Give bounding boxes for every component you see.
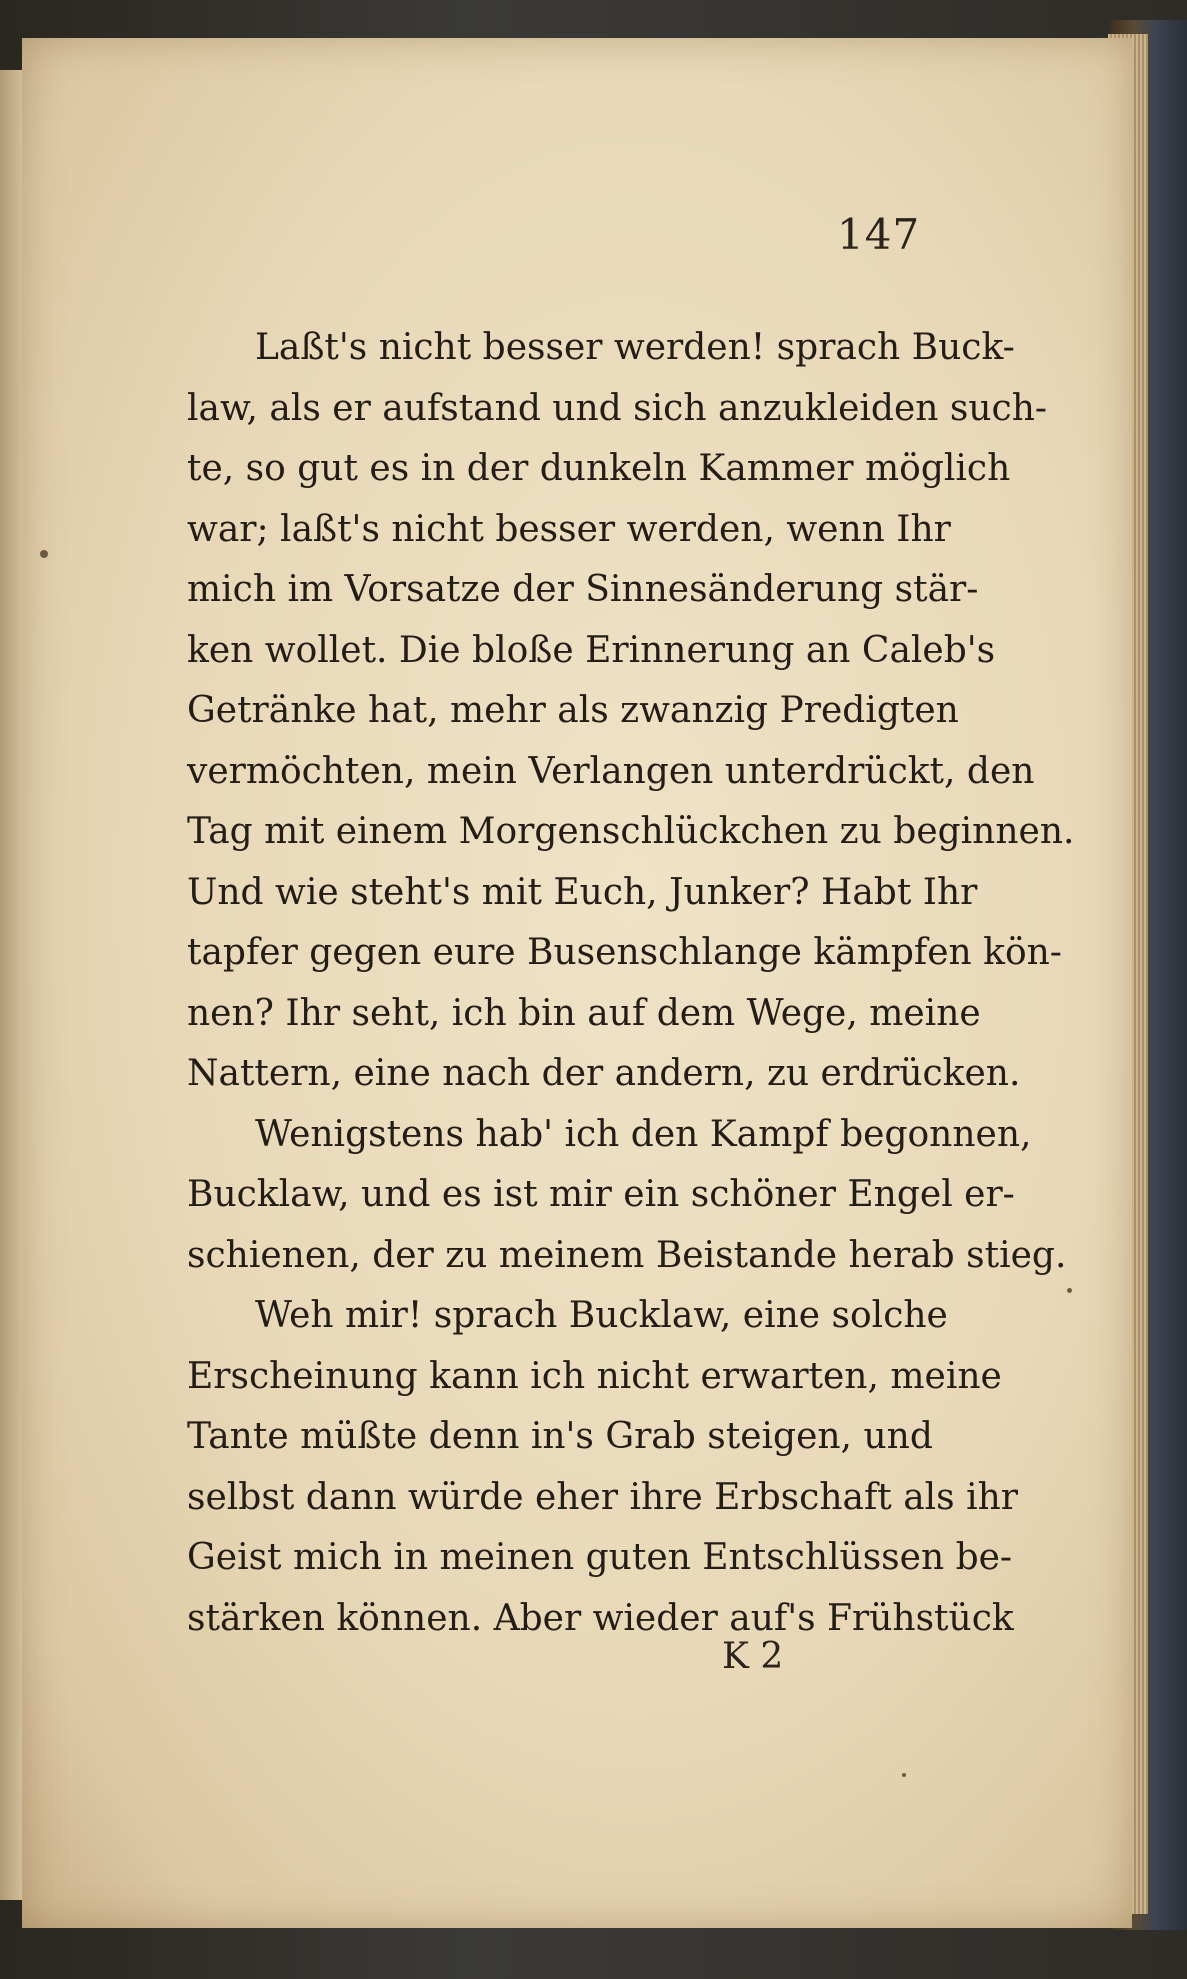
paper-speck bbox=[902, 1773, 906, 1777]
paper-speck bbox=[40, 550, 48, 558]
text-line: ken wollet. Die bloße Erinnerung an Caleb's bbox=[187, 629, 996, 671]
paper-speck bbox=[1067, 1288, 1072, 1293]
text-line: selbst dann würde eher ihre Erbschaft als ihr bbox=[187, 1476, 1019, 1518]
text-line: stärken können. Aber wieder auf's Frühstück bbox=[187, 1597, 1014, 1639]
text-line: war; laßt's nicht besser werden, wenn Ihr bbox=[187, 508, 951, 550]
text-line: Geist mich in meinen guten Entschlüssen be- bbox=[187, 1537, 1013, 1578]
text-line: schienen, der zu meinem Beistande herab stieg. bbox=[187, 1234, 1067, 1276]
text-line: Getränke hat, mehr als zwanzig Predigten bbox=[187, 690, 959, 731]
page-number: 147 bbox=[837, 210, 921, 259]
text-line: Tag mit einem Morgenschlückchen zu beginnen. bbox=[187, 811, 1075, 852]
text-line: Erscheinung kann ich nicht erwarten, meine bbox=[187, 1355, 1002, 1397]
text-line: Und wie steht's mit Euch, Junker? Habt Ihr bbox=[187, 871, 978, 913]
text-line: te, so gut es in der dunkeln Kammer möglich bbox=[187, 448, 1011, 489]
text-line: Tante müßte denn in's Grab steigen, und bbox=[187, 1416, 933, 1457]
text-line: law, als er aufstand und sich anzukleiden such- bbox=[187, 387, 1048, 429]
text-line: Weh mir! sprach Bucklaw, eine solche bbox=[255, 1295, 948, 1336]
text-line: Wenigstens hab' ich den Kampf begonnen, bbox=[255, 1113, 1032, 1155]
text-line: Laßt's nicht besser werden! sprach Buck- bbox=[255, 327, 1015, 368]
book-page bbox=[22, 38, 1132, 1928]
text-line: tapfer gegen eure Busenschlange kämpfen kön- bbox=[187, 932, 1062, 973]
signature-mark: K 2 bbox=[722, 1636, 784, 1677]
page-text bbox=[187, 318, 1075, 1649]
text-line: nen? Ihr seht, ich bin auf dem Wege, meine bbox=[187, 992, 981, 1034]
text-line: vermöchten, mein Verlangen unterdrückt, den bbox=[187, 750, 1035, 792]
text-line: Bucklaw, und es ist mir ein schöner Engel er- bbox=[187, 1174, 1015, 1215]
text-line: mich im Vorsatze der Sinnesänderung stär- bbox=[187, 569, 979, 610]
text-line: Nattern, eine nach der andern, zu erdrücken. bbox=[187, 1053, 1021, 1094]
